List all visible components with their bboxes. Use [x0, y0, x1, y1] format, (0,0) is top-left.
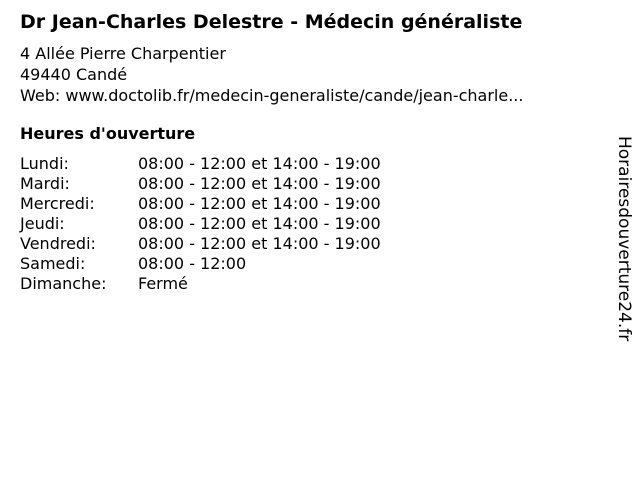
day-label: Mercredi: [20, 194, 95, 213]
day-hours: 08:00 - 12:00 et 14:00 - 19:00 [138, 174, 381, 193]
day-label: Mardi: [20, 174, 70, 193]
day-label: Vendredi: [20, 234, 96, 253]
day-label: Samedi: [20, 254, 86, 273]
day-hours: 08:00 - 12:00 et 14:00 - 19:00 [138, 154, 381, 173]
day-hours: 08:00 - 12:00 [138, 254, 247, 273]
day-label: Dimanche: [20, 274, 107, 293]
page-title: Dr Jean-Charles Delestre - Médecin généraliste [20, 11, 523, 33]
brand-watermark: Horairesdouverture24.fr [614, 136, 634, 342]
address-block [20, 43, 523, 106]
day-label: Lundi: [20, 154, 69, 173]
street-address: 4 Allée Pierre Charpentier [20, 44, 226, 63]
city-address: 49440 Candé [20, 65, 128, 84]
hours-heading: Heures d'ouverture [20, 124, 196, 143]
day-hours: 08:00 - 12:00 et 14:00 - 19:00 [138, 194, 381, 213]
day-hours: Fermé [138, 274, 188, 293]
day-label: Jeudi: [20, 214, 65, 233]
day-hours: 08:00 - 12:00 et 14:00 - 19:00 [138, 214, 381, 233]
day-hours: 08:00 - 12:00 et 14:00 - 19:00 [138, 234, 381, 253]
website-link[interactable]: Web: www.doctolib.fr/medecin-generaliste/cande/jean-charle... [20, 86, 524, 105]
